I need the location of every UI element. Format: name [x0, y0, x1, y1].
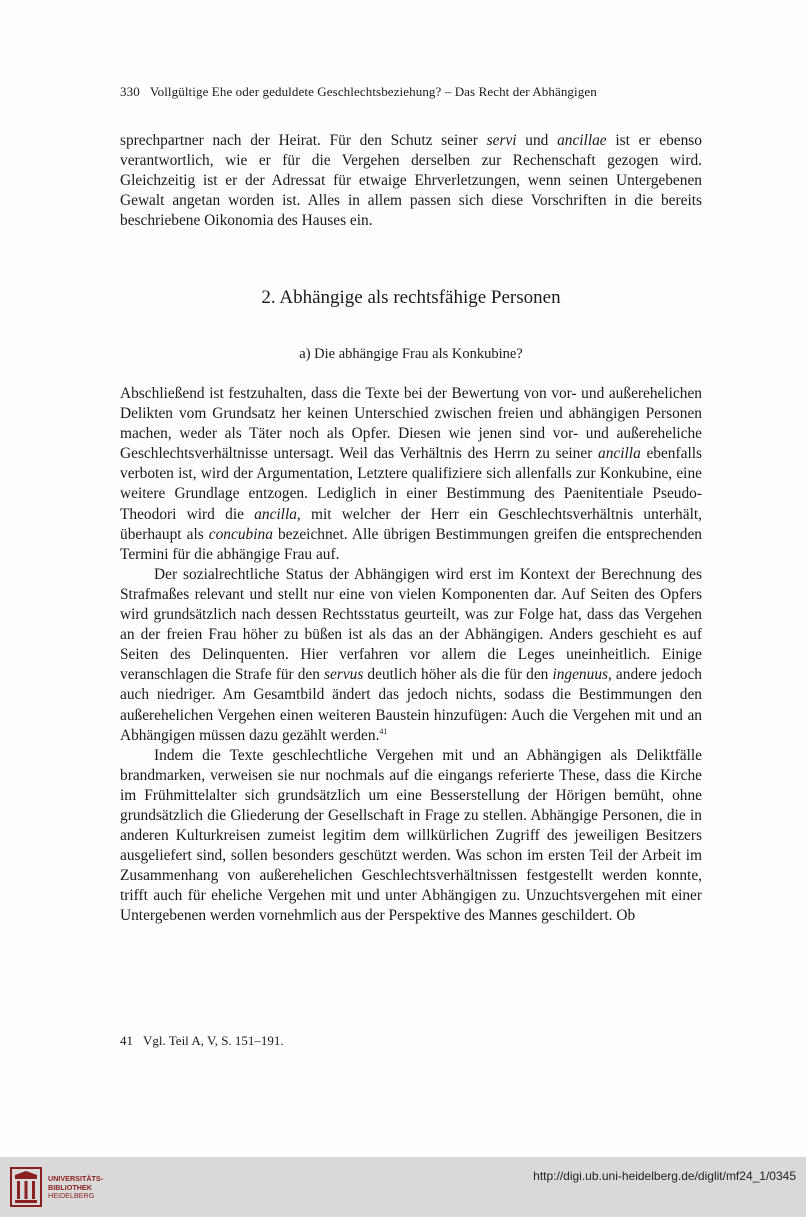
source-url[interactable]: http://digi.ub.uni-heidelberg.de/diglit/mf24_1/0345	[533, 1169, 796, 1183]
text-run: deutlich höher als die für den	[363, 666, 553, 684]
logo-line: UNIVERSITÄTS-	[48, 1174, 104, 1183]
paragraph-1	[120, 384, 702, 565]
text-run: Indem die Texte geschlechtliche Vergehen mit und an Abhängigen als Deliktfälle brandmarken, verweisen sie nur nochmals auf die eingangs referierte These, dass die Kirche im Frühmittelalter sich grundsätzlich um eine Besserstellung der Hörigen bemüht, ohne grundsätzlich die Gliederung der Gesellschaft in Frage zu stellen. Abhängige Personen, die in anderen Kulturkreisen zumeist legitim dem willkürlichen Zugriff des jeweiligen Besitzers ausgeliefert sind, sollen besonders geschützt werden. Was schon im ersten Teil der Arbeit im Zusammenhang von außerehelichen Geschlechtsverhältnissen festgestellt werden konnte, trifft auch für eheliche Vergehen mit und unter Abhängigen zu. Unzuchtsvergehen mit einer Untergebenen werden vornehmlich aus der Perspektive des Mannes geschildert. Ob	[120, 746, 702, 925]
italic-term: ancilla	[598, 445, 641, 463]
text-run: ebenfalls verboten ist, wird der Argumentation, Letztere qualifiziere sich allenfalls zur Konkubine, eine weitere Grundlage entzogen. Lediglich in einer Bestimmung des Paenitentiale Pseudo-Theodori wird die	[120, 445, 702, 523]
section-heading: 2. Abhängige als rechtsfähige Personen	[261, 287, 561, 308]
footnote-text: Vgl. Teil A, V, S. 151–191.	[143, 1033, 284, 1048]
text-run: bezeichnet. Alle übrigen Bestimmungen greifen die entsprechenden Termini für die abhängige Frau auf.	[120, 525, 702, 563]
italic-term: concubina	[208, 525, 273, 543]
running-title: Vollgültige Ehe oder geduldete Geschlechtsbeziehung? – Das Recht der Abhängigen	[149, 84, 597, 99]
library-logo-text	[48, 1175, 103, 1201]
text-run: Der sozialrechtliche Status der Abhängigen wird erst im Kontext der Berechnung des Strafmaßes relevant und stellt nur eine von vielen Komponenten dar. Auf Seiten des Opfers wird grundsätzlich nach dessen Rechtsstatus geurteilt, was zur Folge hat, dass das Vergehen an der freien Frau höher zu büßen ist als das an der Abhängigen. Anders geschieht es auf Seiten des Delinquenten. Hier verfahren vor allem die Leges uneinheitlich. Einige veranschlagen die Strafe für den	[120, 565, 702, 684]
italic-term: ancillae	[557, 132, 607, 149]
italic-term: servus	[324, 666, 364, 684]
italic-term: ancilla	[254, 505, 297, 523]
text-run: , mit welcher der Herr ein Geschlechtsverhältnis unterhält, überhaupt als	[120, 505, 702, 543]
text-run: Abschließend ist festzuhalten, dass die Texte bei der Bewertung von vor- und außerehelichen Delikten vom Grundsatz her keinen Unterschied zwischen freien und abhängigen Personen machen, weder als Täter noch als Opfer. Diesen wie jenen sind vor- und außereheliche Geschlechtsverhältnisse untersagt. Weil das Verhältnis des Herrn zu seiner	[120, 385, 702, 463]
footnote-number: 41	[120, 1033, 133, 1048]
logo-line: BIBLIOTHEK	[48, 1182, 92, 1192]
text-run: ist er ebenso verantwortlich, wie er für die Vergehen derselben zur Rechenschaft gezogen wird. Gleichzeitig ist er der Adressat für etwaige Ehrverletzungen, wenn seinen Untergebenen Gewalt angetan worden ist. Alles in allem passen sich diese Vorschriften in die bereits beschriebene Oikonomia des Hauses ein.	[120, 132, 702, 230]
paragraph-intro	[120, 131, 702, 231]
library-logo-icon	[10, 1167, 42, 1207]
main-text-block	[120, 384, 702, 927]
intro-text-block	[120, 131, 702, 231]
text-run: , andere jedoch auch niedriger. Am Gesamtbild ändert das jedoch nichts, sodass die Bestimmungen den außerehelichen Vergehen einen weiteren Baustein hinzufügen: Auch die Vergehen mit und an Abhängigen müssen dazu gezählt werden.	[120, 666, 703, 744]
footnote-reference[interactable]: 41	[379, 726, 388, 736]
text-run: und	[516, 132, 558, 149]
paragraph-3	[120, 746, 702, 927]
sub-heading: a) Die abhängige Frau als Konkubine?	[299, 346, 523, 362]
footnote	[120, 1033, 284, 1049]
text-run: sprechpartner nach der Heirat. Für den Schutz seiner	[120, 132, 487, 149]
italic-term: servi	[486, 132, 517, 149]
running-header	[120, 84, 700, 100]
italic-term: ingenuus	[552, 666, 609, 684]
page-number: 330	[120, 84, 140, 99]
footer-bar	[0, 1157, 806, 1217]
paragraph-2	[120, 565, 702, 746]
library-logo[interactable]	[10, 1165, 120, 1209]
logo-line: HEIDELBERG	[48, 1191, 95, 1201]
